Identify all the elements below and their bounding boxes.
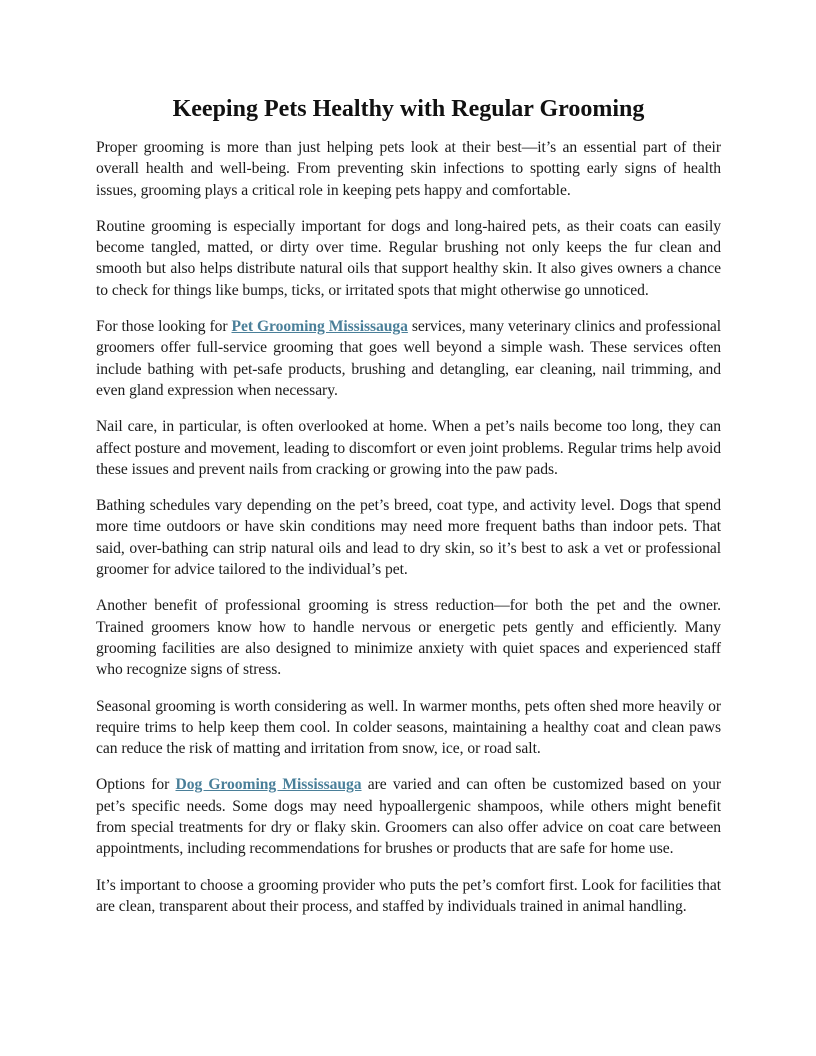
paragraph-bathing-schedules: Bathing schedules vary depending on the pet’s breed, coat type, and activity level. Dogs that spend more time outdoors or have skin conditions may need more frequent baths than indoor pets. That said, over-bathing can strip natural oils and lead to dry skin, so it’s best to ask a vet or professional groomer for advice tailored to the individual’s pet. xyxy=(96,497,721,579)
paragraph-seasonal-grooming: Seasonal grooming is worth considering as well. In warmer months, pets often shed more heavily or require trims to help keep them cool. In colder seasons, maintaining a healthy coat and clean paws can reduce the risk of matting and irritation from snow, ice, or road salt. xyxy=(96,697,721,758)
paragraph-text: For those looking for xyxy=(96,318,232,336)
paragraph-routine-grooming: Routine grooming is especially important for dogs and long-haired pets, as their coats can easily become tangled, matted, or dirty over time. Regular brushing not only keeps the fur clean and smooth but also helps distribute natural oils that support healthy skin. It also gives owners a chance to check for things like bumps, ticks, or irritated spots that might otherwise go unnoticed. xyxy=(96,217,721,299)
page-title: Keeping Pets Healthy with Regular Grooming xyxy=(172,96,645,122)
paragraph-intro: Proper grooming is more than just helping pets look at their best—it’s an essential part of their overall health and well-being. From preventing skin infections to spotting early signs of health issues, grooming plays a critical role in keeping pets happy and comfortable. xyxy=(96,139,721,199)
paragraph-dog-grooming-options xyxy=(96,774,721,859)
paragraph-pet-grooming-services xyxy=(96,316,721,401)
paragraph-choose-provider: It’s important to choose a grooming provider who puts the pet’s comfort first. Look for facilities that are clean, transparent about their process, and staffed by individuals trained in animal handling. xyxy=(96,876,721,915)
paragraph-text: are varied and can often be customized based on your pet’s specific needs. Some dogs may need hypoallergenic shampoos, while others might benefit from special treatments for dry or flaky skin. Groomers can also offer advice on coat care between appointments, including recommendations for brushes or products that are safe for home use. xyxy=(96,776,722,858)
paragraph-nail-care: Nail care, in particular, is often overlooked at home. When a pet’s nails become too long, they can affect posture and movement, leading to discomfort or even joint problems. Regular trims help avoid these issues and prevent nails from cracking or growing into the paw pads. xyxy=(96,418,721,478)
paragraph-text: Options for xyxy=(96,776,176,794)
document-page xyxy=(96,94,721,932)
paragraph-stress-reduction: Another benefit of professional grooming is stress reduction—for both the pet and the owner. Trained groomers know how to handle nervous or energetic pets gently and efficiently. Many grooming facilities are also designed to minimize anxiety with quiet spaces and experienced staff who recognize signs of stress. xyxy=(96,597,721,679)
pet-grooming-mississauga-link[interactable]: Pet Grooming Mississauga xyxy=(231,318,408,336)
paragraph-text: services, many veterinary clinics and professional groomers offer full-service grooming that goes well beyond a simple wash. These services often include bathing with pet-safe products, brushing and detangling, ear cleaning, nail trimming, and even gland expression when necessary. xyxy=(96,318,721,399)
dog-grooming-mississauga-link[interactable]: Dog Grooming Mississauga xyxy=(175,776,362,794)
